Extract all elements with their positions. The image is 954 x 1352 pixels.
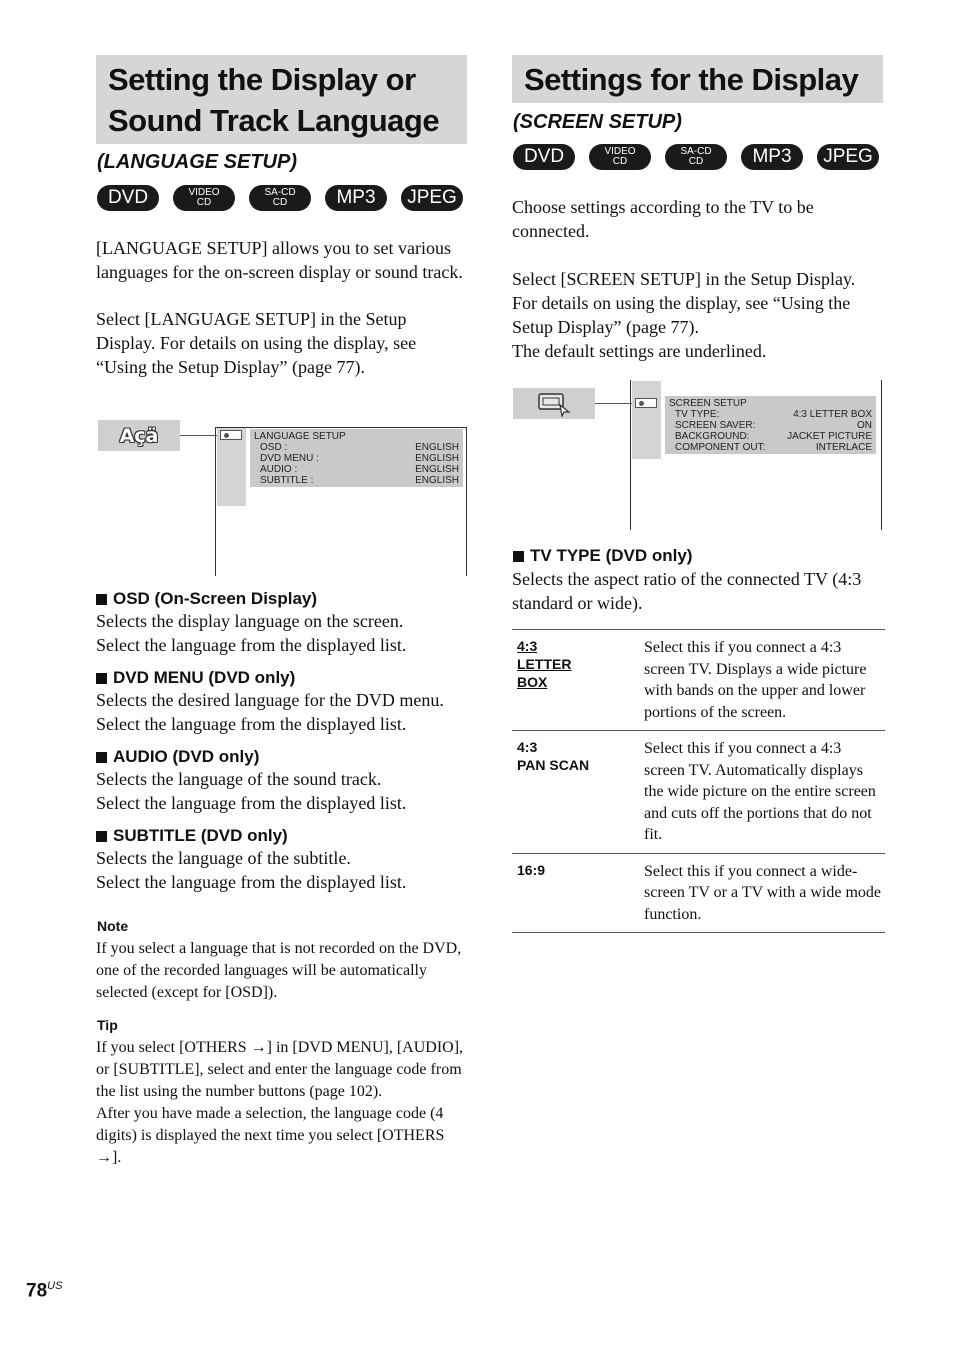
language-setup-menu — [250, 429, 463, 487]
menu-row-value: ENGLISH — [415, 442, 459, 453]
table-row — [512, 731, 885, 854]
menu-row-value: JACKET PICTURE — [787, 431, 872, 442]
tv-type-description: Selects the aspect ratio of the connected TV (4:3 standard or wide). — [512, 569, 862, 613]
page-region-suffix: US — [47, 1280, 63, 1292]
menu-row-label: SUBTITLE : — [260, 475, 314, 486]
disc-badge — [97, 185, 159, 211]
disc-badge — [173, 185, 235, 211]
disc-badge — [325, 185, 387, 211]
badge-label: SA-CD — [680, 146, 712, 157]
table-row — [512, 630, 885, 731]
arrow-icon: → — [96, 1149, 112, 1166]
menu-row-label: OSD : — [260, 442, 288, 453]
option-heading — [96, 589, 468, 609]
option-description: Select this if you connect a 4:3 screen TV. Displays a wide picture with bands on the upper and lower portions of the screen. — [639, 630, 885, 731]
language-icon — [98, 420, 180, 451]
note-paragraph: If you select a language that is not recorded on the DVD, one of the recorded languages will be automatically selected (except for [OSD]). — [96, 940, 462, 1001]
section-square-icon — [96, 673, 107, 684]
disc-type-badges-right — [513, 144, 879, 170]
badge-label-2: CD — [612, 156, 628, 167]
screen-setup-menu — [665, 396, 876, 454]
menu-row-label: DVD MENU : — [260, 453, 319, 464]
menu-row-label: TV TYPE: — [675, 409, 720, 420]
language-intro — [96, 236, 468, 379]
option-line-2: Select the language from the displayed list. — [96, 714, 407, 734]
tip-text-b: ] in [DVD MENU], [AUDIO], or [SUBTITLE], select and enter the language code from the list using the number buttons (page 102). — [96, 1039, 464, 1100]
option-heading — [96, 826, 468, 846]
option-section — [96, 589, 468, 657]
menu-row — [254, 442, 459, 453]
language-setup-subtitle: (LANGUAGE SETUP) — [97, 151, 297, 173]
option-heading-text: SUBTITLE (DVD only) — [113, 826, 288, 845]
option-heading — [96, 668, 468, 688]
option-heading — [96, 747, 468, 767]
option-key-line: PAN SCAN — [517, 757, 590, 773]
title-line-1: Setting the Display or — [108, 62, 416, 97]
disc-badge — [513, 144, 575, 170]
menu-row-value: ON — [857, 420, 872, 431]
option-key — [512, 731, 639, 854]
badge-label: MP3 — [752, 146, 792, 167]
option-section — [96, 826, 468, 894]
option-key — [512, 853, 639, 933]
menu-row — [254, 475, 459, 486]
language-icon-glyph: Açä — [119, 424, 159, 447]
badge-label: MP3 — [336, 187, 376, 208]
option-description — [96, 846, 468, 894]
screen-intro-paragraph-1: Choose settings according to the TV to be connected. — [512, 197, 814, 241]
tv-type-table — [512, 629, 885, 933]
option-description — [96, 688, 468, 736]
disc-badge — [665, 144, 727, 170]
screen-connector-line — [180, 435, 217, 436]
option-heading-text: OSD (On-Screen Display) — [113, 589, 318, 608]
screen-intro-paragraph-3: The default settings are underlined. — [512, 341, 767, 361]
option-line-1: Selects the language of the subtitle. — [96, 848, 351, 868]
option-line-2: Select the language from the displayed list. — [96, 872, 407, 892]
screen-icon — [513, 388, 595, 419]
tip-paragraph-1 — [96, 1037, 468, 1103]
menu-row — [669, 442, 872, 453]
badge-label: DVD — [523, 146, 565, 167]
badge-label: JPEG — [823, 146, 873, 167]
title-line-2: Sound Track Language — [108, 103, 440, 138]
intro-paragraph-2: Select [LANGUAGE SETUP] in the Setup Display. For details on using the display, see “Using the Setup Display” (page 77). — [96, 309, 417, 377]
option-line-2: Select the language from the displayed list. — [96, 793, 407, 813]
page-number-value: 78 — [26, 1280, 48, 1302]
menu-row-value: ENGLISH — [415, 464, 459, 475]
menu-row-label: BACKGROUND: — [675, 431, 750, 442]
disc-type-badges — [97, 185, 463, 211]
screen-cursor-right — [635, 398, 657, 408]
page-title-display — [512, 55, 883, 103]
menu-row-label: SCREEN SAVER: — [675, 420, 756, 431]
option-key-line: BOX — [517, 674, 548, 690]
menu-row-value: 4:3 LETTER BOX — [793, 409, 872, 420]
screen-cursor — [220, 430, 242, 440]
screen-sidebar-right — [632, 381, 661, 459]
screen-connector-line-right — [595, 403, 632, 404]
option-description — [96, 767, 468, 815]
option-key-line: LETTER — [517, 656, 572, 672]
badge-label: SA-CD — [264, 187, 296, 198]
option-line-1: Selects the display language on the screen. — [96, 611, 404, 631]
badge-label: VIDEO — [188, 187, 220, 198]
disc-badge — [249, 185, 311, 211]
menu-row-value: INTERLACE — [815, 442, 872, 453]
table-row — [512, 853, 885, 933]
tip-text — [96, 1037, 468, 1169]
tv-type-options-table — [512, 629, 885, 933]
screen-icon-glyph — [536, 391, 572, 417]
tip-paragraph-2 — [96, 1103, 468, 1169]
page-title-language — [96, 55, 467, 144]
screen-intro — [512, 195, 884, 363]
menu-row-value: ENGLISH — [415, 475, 459, 486]
option-description: Select this if you connect a wide-screen TV or a TV with a wide mode function. — [639, 853, 885, 933]
section-square-icon — [96, 831, 107, 842]
menu-row-label: COMPONENT OUT: — [675, 442, 766, 453]
tip-heading: Tip — [97, 1017, 118, 1033]
badge-label: VIDEO — [604, 146, 636, 157]
menu-row — [669, 409, 872, 420]
disc-badge — [589, 144, 651, 170]
tip-text-c: After you have made a selection, the language code (4 digits) is displayed the next time you select [OTHERS — [96, 1105, 445, 1144]
option-line-1: Selects the desired language for the DVD menu. — [96, 690, 444, 710]
menu-row — [254, 453, 459, 464]
menu-title-right: SCREEN SETUP — [669, 398, 747, 409]
disc-badge — [401, 185, 463, 211]
disc-badge — [741, 144, 803, 170]
title-display-text: Settings for the Display — [524, 62, 859, 97]
page-number — [26, 1280, 62, 1302]
option-heading-text: DVD MENU (DVD only) — [113, 668, 296, 687]
option-key-line: 16:9 — [517, 861, 546, 878]
badge-label-2: CD — [688, 156, 704, 167]
screen-setup-subtitle: (SCREEN SETUP) — [513, 111, 682, 133]
option-key-line: 4:3 — [517, 739, 538, 755]
option-heading-text: AUDIO (DVD only) — [113, 747, 260, 766]
badge-label: DVD — [107, 187, 149, 208]
option-line-2: Select the language from the displayed list. — [96, 635, 407, 655]
menu-title: LANGUAGE SETUP — [254, 431, 346, 442]
section-square-icon — [513, 551, 524, 562]
option-section — [96, 668, 468, 736]
option-key — [512, 630, 639, 731]
option-section — [96, 747, 468, 815]
note-text — [96, 938, 468, 1004]
note-heading: Note — [97, 918, 129, 934]
disc-badge — [817, 144, 879, 170]
intro-paragraph-1: [LANGUAGE SETUP] allows you to set various languages for the on-screen display or sound track. — [96, 238, 463, 282]
option-key-line: 4:3 — [517, 638, 538, 654]
screen-intro-paragraph-2: Select [SCREEN SETUP] in the Setup Display. For details on using the display, see “Using the Setup Display” (page 77). — [512, 269, 856, 337]
option-line-1: Selects the language of the sound track. — [96, 769, 382, 789]
menu-row — [669, 420, 872, 431]
menu-row — [254, 464, 459, 475]
menu-row-label: AUDIO : — [260, 464, 298, 475]
badge-label: JPEG — [407, 187, 457, 208]
tv-type-heading-text: TV TYPE (DVD only) — [530, 546, 693, 565]
section-square-icon — [96, 752, 107, 763]
tv-type-heading — [513, 546, 692, 566]
arrow-icon: → — [250, 1039, 267, 1056]
tip-text-a: If you select [OTHERS — [96, 1039, 251, 1056]
option-description: Select this if you connect a 4:3 screen TV. Automatically displays the wide picture on the entire screen and cuts off the portions that do not fit. — [639, 731, 885, 854]
menu-row-value: ENGLISH — [415, 453, 459, 464]
option-description — [96, 609, 468, 657]
menu-row — [669, 431, 872, 442]
tip-text-d: ]. — [112, 1149, 122, 1166]
badge-label-2: CD — [272, 197, 288, 208]
section-square-icon — [96, 594, 107, 605]
badge-label-2: CD — [196, 197, 212, 208]
language-options — [96, 589, 468, 905]
